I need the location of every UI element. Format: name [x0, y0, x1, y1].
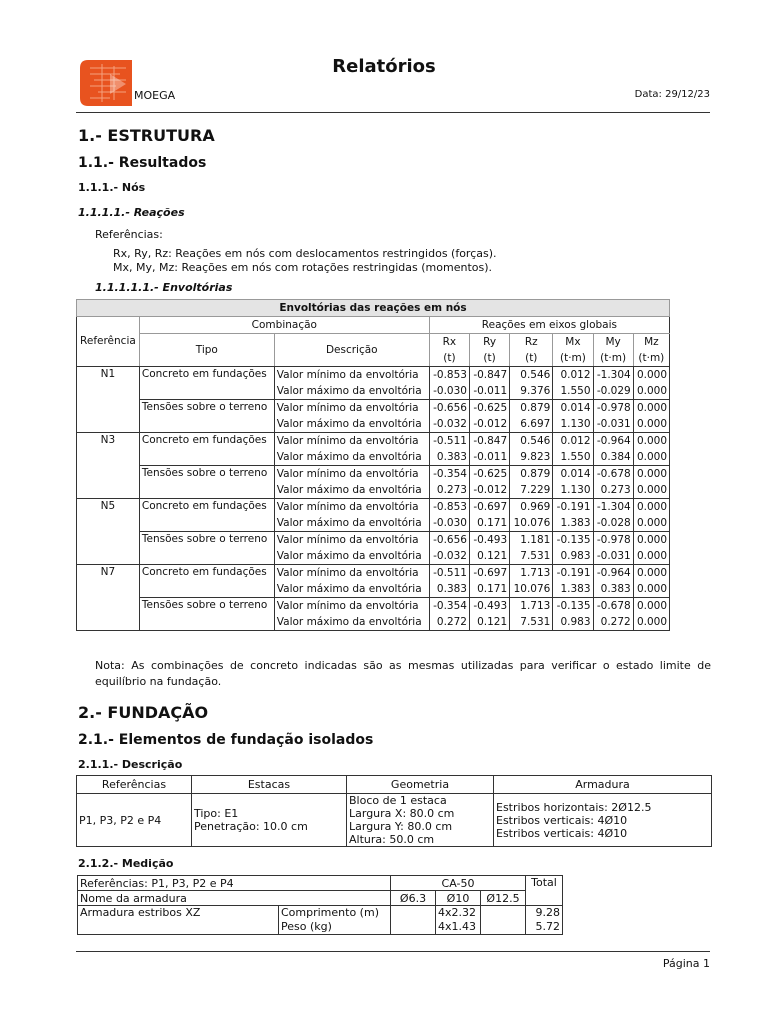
steel-grade: CA-50 — [391, 876, 526, 891]
col-d10: Ø10 — [436, 891, 481, 906]
reaction-value: 0.273 — [593, 482, 633, 499]
reaction-value: 10.076 — [510, 581, 553, 598]
table-caption: Envoltórias das reações em nós — [77, 300, 670, 317]
reaction-value: -0.656 — [429, 532, 469, 549]
col-referencias: Referências — [77, 776, 192, 794]
combination-type: Concreto em fundações — [139, 499, 274, 532]
d10-values — [436, 906, 481, 935]
reaction-value: -0.030 — [429, 515, 469, 532]
reaction-value: 0.546 — [510, 367, 553, 384]
col-d125: Ø12.5 — [481, 891, 526, 906]
combination-description: Valor máximo da envoltória — [274, 548, 429, 565]
reaction-value: 0.000 — [633, 482, 669, 499]
d63-values — [391, 906, 436, 935]
reaction-value: -0.697 — [469, 499, 509, 516]
reaction-value: 9.823 — [510, 449, 553, 466]
reaction-value: 0.273 — [429, 482, 469, 499]
reaction-value: -0.625 — [469, 400, 509, 417]
combination-description: Valor mínimo da envoltória — [274, 499, 429, 516]
combination-description: Valor mínimo da envoltória — [274, 598, 429, 615]
reinforcement-line: Estribos horizontais: 2Ø12.5 — [496, 800, 652, 814]
reinforcement-line: Estribos verticais: 4Ø10 — [496, 826, 628, 840]
combination-description: Valor máximo da envoltória — [274, 614, 429, 631]
measure-labels — [279, 906, 391, 935]
reaction-value: -1.304 — [593, 499, 633, 516]
reaction-value: 9.376 — [510, 383, 553, 400]
reaction-value: 0.546 — [510, 433, 553, 450]
combination-type: Concreto em fundações — [139, 565, 274, 598]
reaction-value: 0.014 — [553, 400, 593, 417]
combination-description: Valor mínimo da envoltória — [274, 400, 429, 417]
combination-description: Valor mínimo da envoltória — [274, 532, 429, 549]
reaction-value: -0.191 — [553, 499, 593, 516]
reaction-value: -0.511 — [429, 433, 469, 450]
reaction-value: 0.384 — [593, 449, 633, 466]
col-geometria: Geometria — [347, 776, 494, 794]
reaction-value: 0.983 — [553, 548, 593, 565]
d125-values — [481, 906, 526, 935]
combination-type: Concreto em fundações — [139, 433, 274, 466]
weight-label: Peso (kg) — [281, 920, 332, 933]
reaction-value: -0.678 — [593, 598, 633, 615]
combination-description: Valor máximo da envoltória — [274, 482, 429, 499]
node-reference: N5 — [77, 499, 140, 565]
reaction-value: 0.272 — [429, 614, 469, 631]
reaction-value: 7.229 — [510, 482, 553, 499]
combination-description: Valor mínimo da envoltória — [274, 466, 429, 483]
combination-description: Valor máximo da envoltória — [274, 581, 429, 598]
table-row — [77, 466, 670, 483]
reaction-value: -0.511 — [429, 565, 469, 582]
description-table — [76, 775, 712, 847]
measurement-refs: Referências: P1, P3, P2 e P4 — [78, 876, 391, 891]
col-estacas: Estacas — [192, 776, 347, 794]
section-heading-fundacao: 2.- FUNDAÇÃO — [78, 703, 209, 722]
reinforcement-info — [494, 794, 712, 847]
reaction-value: -0.978 — [593, 400, 633, 417]
header-divider — [76, 112, 710, 113]
reaction-value: 0.000 — [633, 614, 669, 631]
reaction-value: 0.000 — [633, 400, 669, 417]
col-descricao: Descrição — [274, 334, 429, 367]
combination-type: Tensões sobre o terreno — [139, 598, 274, 631]
weight-total: 5.72 — [535, 920, 560, 933]
col-mz: Mz — [633, 334, 669, 351]
table-row — [77, 367, 670, 384]
combination-type: Tensões sobre o terreno — [139, 400, 274, 433]
reaction-value: 0.012 — [553, 433, 593, 450]
combination-type: Tensões sobre o terreno — [139, 466, 274, 499]
reaction-value: 0.879 — [510, 400, 553, 417]
page-number: Página 1 — [662, 957, 710, 970]
combination-description: Valor mínimo da envoltória — [274, 367, 429, 384]
reaction-value: 0.000 — [633, 598, 669, 615]
table-row — [77, 532, 670, 549]
section-heading-medicao: 2.1.2.- Medição — [78, 857, 174, 870]
reaction-value: -0.135 — [553, 532, 593, 549]
bar-name: Armadura estribos XZ — [78, 906, 279, 935]
reaction-value: 0.000 — [633, 565, 669, 582]
col-reacoes: Reações em eixos globais — [429, 317, 669, 334]
reaction-value: 0.000 — [633, 416, 669, 433]
reaction-value: 1.383 — [553, 515, 593, 532]
col-d63: Ø6.3 — [391, 891, 436, 906]
reaction-value: -0.625 — [469, 466, 509, 483]
reaction-value: 0.000 — [633, 581, 669, 598]
section-heading-elementos: 2.1.- Elementos de fundação isolados — [78, 732, 374, 748]
reaction-value: 0.272 — [593, 614, 633, 631]
reaction-value: -0.011 — [469, 449, 509, 466]
reaction-value: 0.171 — [469, 515, 509, 532]
reaction-value: -0.012 — [469, 416, 509, 433]
col-rz: Rz — [510, 334, 553, 351]
geometry-line: Largura X: 80.0 cm — [349, 807, 455, 820]
reaction-value: 0.000 — [633, 515, 669, 532]
reaction-value: -0.135 — [553, 598, 593, 615]
reaction-value: 10.076 — [510, 515, 553, 532]
footer-divider — [76, 951, 710, 952]
reaction-value: -0.012 — [469, 482, 509, 499]
reaction-value: 0.000 — [633, 466, 669, 483]
unit-mz: (t·m) — [633, 350, 669, 367]
reaction-value: -0.029 — [593, 383, 633, 400]
reaction-value: 1.713 — [510, 565, 553, 582]
col-referencia: Referência — [77, 317, 140, 367]
reaction-value: 1.550 — [553, 383, 593, 400]
reaction-value: -0.493 — [469, 598, 509, 615]
col-total: Total — [526, 876, 563, 906]
length-label: Comprimento (m) — [281, 906, 379, 919]
reaction-value: -1.304 — [593, 367, 633, 384]
combination-description: Valor mínimo da envoltória — [274, 565, 429, 582]
col-armadura: Armadura — [494, 776, 712, 794]
reaction-value: 0.383 — [593, 581, 633, 598]
col-combinacao: Combinação — [139, 317, 429, 334]
unit-mx: (t·m) — [553, 350, 593, 367]
reaction-value: 7.531 — [510, 614, 553, 631]
reaction-value: 0.879 — [510, 466, 553, 483]
table-row — [77, 433, 670, 450]
weight-d10: 4x1.43 — [438, 920, 477, 933]
reaction-value: -0.011 — [469, 383, 509, 400]
reaction-value: 0.000 — [633, 532, 669, 549]
company-name: MOEGA — [134, 89, 176, 102]
reaction-value: -0.697 — [469, 565, 509, 582]
reaction-value: 0.121 — [469, 548, 509, 565]
reference-line: Rx, Ry, Rz: Reações em nós com deslocamentos restringidos (forças). — [113, 247, 497, 260]
col-mx: Mx — [553, 334, 593, 351]
reaction-value: 7.531 — [510, 548, 553, 565]
reaction-value: 1.383 — [553, 581, 593, 598]
reaction-value: -0.028 — [593, 515, 633, 532]
table-row — [77, 499, 670, 516]
reaction-value: -0.032 — [429, 548, 469, 565]
unit-rx: (t) — [429, 350, 469, 367]
pile-info — [192, 794, 347, 847]
geometry-line: Largura Y: 80.0 cm — [349, 820, 453, 833]
table-note: Nota: As combinações de concreto indicadas são as mesmas utilizadas para verificar o estado limite de equilíbrio na fundação. — [95, 659, 711, 688]
references-label: Referências: — [95, 228, 163, 241]
geometry-info — [347, 794, 494, 847]
col-tipo: Tipo — [139, 334, 274, 367]
node-reference: N7 — [77, 565, 140, 631]
section-heading-descricao: 2.1.1.- Descrição — [78, 758, 183, 771]
reaction-value: -0.354 — [429, 598, 469, 615]
unit-rz: (t) — [510, 350, 553, 367]
section-heading-nos: 1.1.1.- Nós — [78, 181, 146, 194]
reaction-value: -0.493 — [469, 532, 509, 549]
reaction-value: 0.383 — [429, 581, 469, 598]
col-nome-armadura: Nome da armadura — [78, 891, 391, 906]
reaction-value: 1.713 — [510, 598, 553, 615]
length-d10: 4x2.32 — [438, 906, 477, 919]
geometry-line: Bloco de 1 estaca — [349, 794, 447, 807]
pile-type: Tipo: E1 — [194, 807, 239, 820]
combination-description: Valor máximo da envoltória — [274, 383, 429, 400]
reaction-value: -0.032 — [429, 416, 469, 433]
reaction-value: 0.383 — [429, 449, 469, 466]
reaction-value: 0.014 — [553, 466, 593, 483]
reaction-value: -0.030 — [429, 383, 469, 400]
pile-penetration: Penetração: 10.0 cm — [194, 820, 308, 833]
reaction-value: -0.031 — [593, 548, 633, 565]
col-rx: Rx — [429, 334, 469, 351]
reaction-value: 0.121 — [469, 614, 509, 631]
reaction-value: 0.000 — [633, 499, 669, 516]
reaction-value: 0.012 — [553, 367, 593, 384]
reaction-value: 1.130 — [553, 482, 593, 499]
section-heading-resultados: 1.1.- Resultados — [78, 155, 207, 171]
node-reference: N1 — [77, 367, 140, 433]
combination-description: Valor máximo da envoltória — [274, 515, 429, 532]
pile-references: P1, P3, P2 e P4 — [77, 794, 192, 847]
report-date: Data: 29/12/23 — [634, 89, 710, 100]
unit-ry: (t) — [469, 350, 509, 367]
combination-type: Tensões sobre o terreno — [139, 532, 274, 565]
reaction-value: -0.354 — [429, 466, 469, 483]
reaction-value: -0.847 — [469, 433, 509, 450]
geometry-line: Altura: 50.0 cm — [349, 833, 435, 846]
reaction-value: 0.000 — [633, 433, 669, 450]
reaction-value: 0.171 — [469, 581, 509, 598]
reaction-value: 0.000 — [633, 548, 669, 565]
col-ry: Ry — [469, 334, 509, 351]
reaction-value: -0.847 — [469, 367, 509, 384]
reaction-value: -0.031 — [593, 416, 633, 433]
reaction-value: 1.130 — [553, 416, 593, 433]
node-reference: N3 — [77, 433, 140, 499]
envelope-table — [76, 299, 670, 631]
measurement-table — [77, 875, 563, 935]
combination-type: Concreto em fundações — [139, 367, 274, 400]
table-row — [77, 400, 670, 417]
combination-description: Valor máximo da envoltória — [274, 416, 429, 433]
section-heading-estrutura: 1.- ESTRUTURA — [78, 126, 215, 145]
reaction-value: 0.983 — [553, 614, 593, 631]
reaction-value: 0.000 — [633, 449, 669, 466]
reinforcement-line: Estribos verticais: 4Ø10 — [496, 813, 628, 827]
reference-line: Mx, My, Mz: Reações em nós com rotações restringidas (momentos). — [113, 261, 493, 274]
reaction-value: -0.853 — [429, 499, 469, 516]
reaction-value: -0.964 — [593, 433, 633, 450]
section-heading-envoltorias: 1.1.1.1.1.- Envoltórias — [95, 281, 233, 294]
reaction-value: 0.000 — [633, 383, 669, 400]
length-total: 9.28 — [535, 906, 560, 919]
reaction-value: 1.181 — [510, 532, 553, 549]
section-heading-reacoes: 1.1.1.1.- Reações — [78, 206, 185, 219]
reaction-value: -0.191 — [553, 565, 593, 582]
report-title: Relatórios — [332, 56, 436, 77]
col-my: My — [593, 334, 633, 351]
reaction-value: -0.853 — [429, 367, 469, 384]
reaction-value: 0.000 — [633, 367, 669, 384]
combination-description: Valor máximo da envoltória — [274, 449, 429, 466]
table-row — [77, 598, 670, 615]
reaction-value: -0.978 — [593, 532, 633, 549]
reaction-value: 0.969 — [510, 499, 553, 516]
combination-description: Valor mínimo da envoltória — [274, 433, 429, 450]
reaction-value: 6.697 — [510, 416, 553, 433]
reaction-value: 1.550 — [553, 449, 593, 466]
reaction-value: -0.678 — [593, 466, 633, 483]
reaction-value: -0.964 — [593, 565, 633, 582]
reaction-value: -0.656 — [429, 400, 469, 417]
total-values — [526, 906, 563, 935]
table-row — [77, 565, 670, 582]
unit-my: (t·m) — [593, 350, 633, 367]
